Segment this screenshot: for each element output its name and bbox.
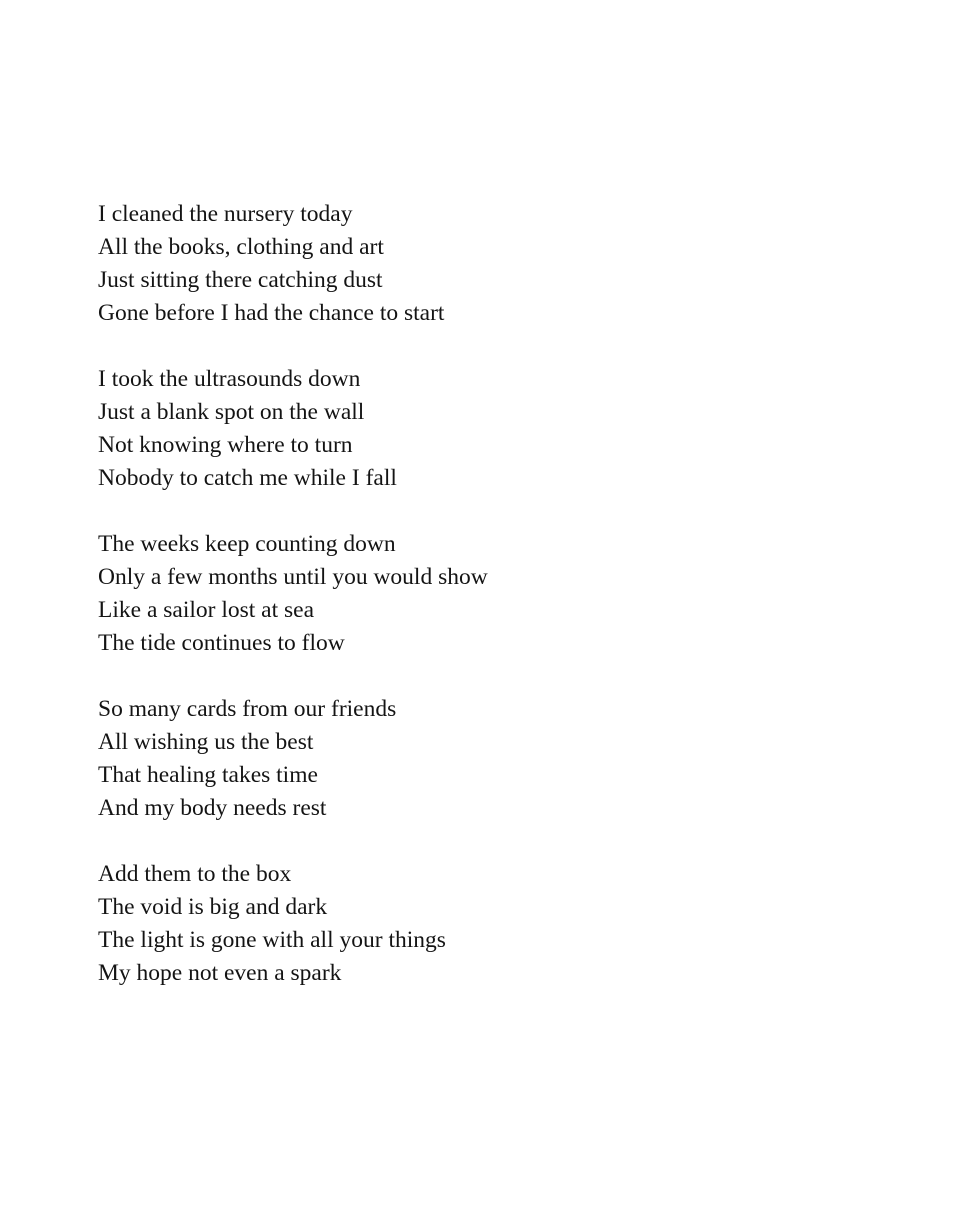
poem-line: All wishing us the best — [98, 729, 314, 755]
poem-line: I cleaned the nursery today — [98, 201, 353, 227]
poem-line: Just a blank spot on the wall — [98, 399, 365, 425]
poem-line: Like a sailor lost at sea — [98, 597, 314, 623]
poem-line: Gone before I had the chance to start — [98, 300, 445, 326]
stanza-4 — [98, 693, 898, 825]
poem-line: Nobody to catch me while I fall — [98, 465, 397, 491]
poem-line: The void is big and dark — [98, 894, 328, 920]
poem-line: The tide continues to flow — [98, 630, 345, 656]
poem-line: My hope not even a spark — [98, 960, 342, 986]
stanza-3 — [98, 528, 898, 660]
stanza-5 — [98, 858, 898, 990]
stanza-2 — [98, 363, 898, 495]
poem-line: The weeks keep counting down — [98, 531, 396, 557]
stanza-1 — [98, 198, 898, 330]
poem-line: Add them to the box — [98, 861, 292, 887]
poem-line: So many cards from our friends — [98, 696, 397, 722]
poem-line: That healing takes time — [98, 762, 318, 788]
poem-body — [98, 198, 898, 1023]
poem-line: Not knowing where to turn — [98, 432, 353, 458]
poem-line: All the books, clothing and art — [98, 234, 384, 260]
poem-line: I took the ultrasounds down — [98, 366, 361, 392]
poem-line: The light is gone with all your things — [98, 927, 446, 953]
poem-line: Only a few months until you would show — [98, 564, 488, 590]
poem-line: Just sitting there catching dust — [98, 267, 383, 293]
poem-line: And my body needs rest — [98, 795, 327, 821]
